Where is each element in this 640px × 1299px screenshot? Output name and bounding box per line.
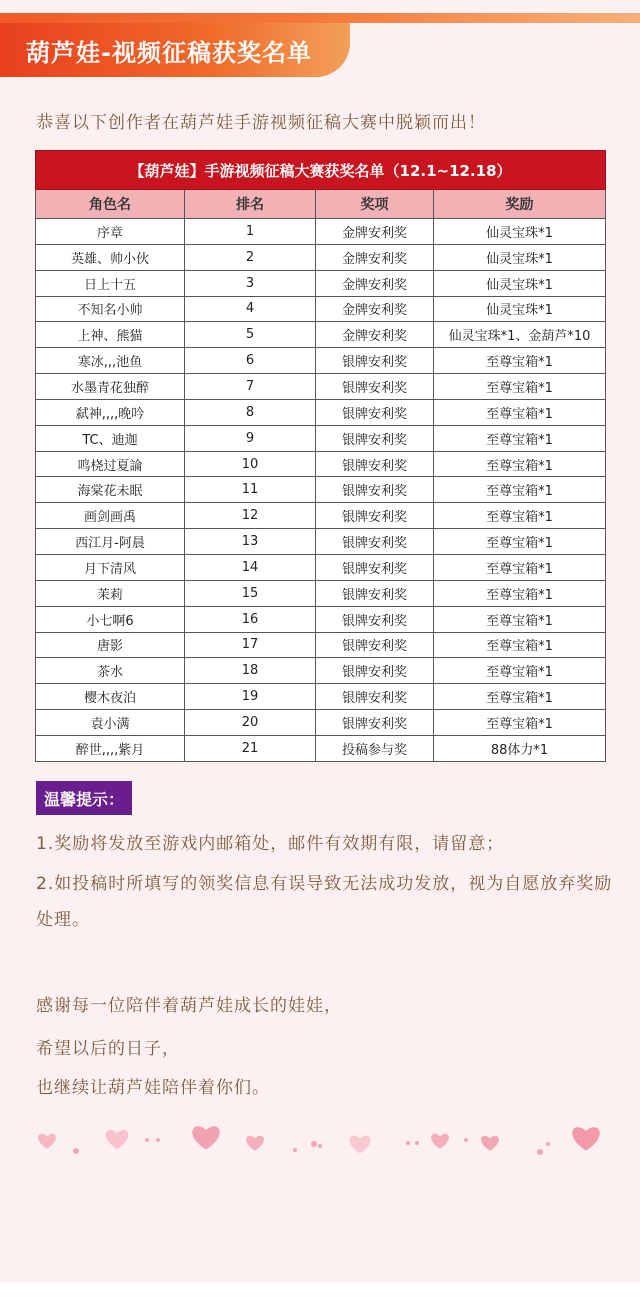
cell-award: 银牌安利奖	[316, 632, 434, 658]
cell-name: 袁小满	[36, 710, 185, 736]
cell-reward: 至尊宝箱*1	[434, 425, 606, 451]
cell-reward: 至尊宝箱*1	[434, 580, 606, 606]
cell-name: 茶水	[36, 658, 185, 684]
dot-decoration	[156, 1138, 160, 1142]
cell-reward: 至尊宝箱*1	[434, 374, 606, 400]
cell-name: 画剑画禹	[36, 503, 185, 529]
table-row	[36, 554, 606, 580]
cell-award: 金牌安利奖	[316, 296, 434, 322]
cell-rank: 16	[185, 606, 316, 632]
table-row	[36, 399, 606, 425]
heart-icon	[106, 1130, 129, 1149]
table-row	[36, 451, 606, 477]
cell-award: 银牌安利奖	[316, 554, 434, 580]
dot-decoration	[464, 1138, 468, 1142]
closing-line-3: 也继续让葫芦娃陪伴着你们。	[36, 1078, 270, 1098]
table-row	[36, 425, 606, 451]
top-accent-bar	[0, 13, 640, 23]
cell-reward: 至尊宝箱*1	[434, 658, 606, 684]
table-row	[36, 477, 606, 503]
cell-name: 英雄、帅小伙	[36, 244, 185, 270]
cell-reward: 至尊宝箱*1	[434, 529, 606, 555]
cell-award: 银牌安利奖	[316, 451, 434, 477]
cell-rank: 1	[185, 219, 316, 245]
cell-award: 银牌安利奖	[316, 503, 434, 529]
cell-name: TC、迪迦	[36, 425, 185, 451]
dot-decoration	[145, 1138, 149, 1142]
dot-decoration	[293, 1148, 297, 1152]
cell-rank: 7	[185, 374, 316, 400]
cell-award: 银牌安利奖	[316, 580, 434, 606]
cell-award: 银牌安利奖	[316, 425, 434, 451]
cell-rank: 4	[185, 296, 316, 322]
cell-rank: 13	[185, 529, 316, 555]
table-row	[36, 658, 606, 684]
title-banner	[0, 23, 350, 77]
dot-decoration	[318, 1144, 322, 1148]
cell-name: 小七啊6	[36, 606, 185, 632]
cell-rank: 14	[185, 554, 316, 580]
dot-decoration	[73, 1148, 79, 1154]
dot-decoration	[546, 1142, 550, 1146]
intro-text: 恭喜以下创作者在葫芦娃手游视频征稿大赛中脱颖而出！	[36, 113, 486, 133]
cell-reward: 至尊宝箱*1	[434, 348, 606, 374]
column-header-rank: 排名	[185, 190, 316, 219]
cell-name: 不知名小帅	[36, 296, 185, 322]
table-row	[36, 374, 606, 400]
cell-name: 水墨青花独醉	[36, 374, 185, 400]
table-row	[36, 503, 606, 529]
heart-icon	[572, 1127, 599, 1150]
column-header-name: 角色名	[36, 190, 185, 219]
cell-name: 弑神,,,,晚吟	[36, 399, 185, 425]
cell-award: 银牌安利奖	[316, 529, 434, 555]
cell-reward: 至尊宝箱*1	[434, 710, 606, 736]
table-row	[36, 244, 606, 270]
table-row	[36, 219, 606, 245]
cell-reward: 至尊宝箱*1	[434, 477, 606, 503]
heart-icon	[481, 1136, 499, 1151]
cell-name: 寒冰,,,池鱼	[36, 348, 185, 374]
cell-reward: 至尊宝箱*1	[434, 684, 606, 710]
cell-award: 金牌安利奖	[316, 219, 434, 245]
table-title: 【葫芦娃】手游视频征稿大赛获奖名单（12.1~12.18）	[36, 151, 606, 190]
cell-reward: 至尊宝箱*1	[434, 399, 606, 425]
cell-rank: 20	[185, 710, 316, 736]
winners-table	[35, 150, 606, 762]
cell-rank: 21	[185, 735, 316, 761]
cell-rank: 15	[185, 580, 316, 606]
cell-award: 银牌安利奖	[316, 477, 434, 503]
table-row	[36, 735, 606, 761]
cell-reward: 仙灵宝珠*1	[434, 296, 606, 322]
cell-reward: 至尊宝箱*1	[434, 606, 606, 632]
table-row	[36, 684, 606, 710]
cell-rank: 6	[185, 348, 316, 374]
cell-award: 银牌安利奖	[316, 374, 434, 400]
hearts-decoration	[0, 1110, 640, 1170]
cell-rank: 5	[185, 322, 316, 348]
cell-rank: 17	[185, 632, 316, 658]
heart-icon	[38, 1134, 56, 1149]
cell-name: 唐影	[36, 632, 185, 658]
cell-award: 银牌安利奖	[316, 348, 434, 374]
page-title: 葫芦娃-视频征稿获奖名单	[26, 38, 312, 67]
cell-name: 醉世,,,,紫月	[36, 735, 185, 761]
cell-reward: 88体力*1	[434, 735, 606, 761]
heart-icon	[349, 1136, 370, 1154]
cell-award: 银牌安利奖	[316, 658, 434, 684]
table-row	[36, 606, 606, 632]
cell-rank: 9	[185, 425, 316, 451]
table-row	[36, 580, 606, 606]
column-header-award: 奖项	[316, 190, 434, 219]
cell-rank: 19	[185, 684, 316, 710]
cell-name: 茉莉	[36, 580, 185, 606]
dot-decoration	[415, 1141, 419, 1145]
cell-name: 上神、熊猫	[36, 322, 185, 348]
cell-award: 银牌安利奖	[316, 710, 434, 736]
closing-line-1: 感谢每一位陪伴着葫芦娃成长的娃娃，	[36, 996, 342, 1016]
dot-decoration	[311, 1141, 317, 1147]
cell-rank: 8	[185, 399, 316, 425]
cell-name: 鸣桡过夏論	[36, 451, 185, 477]
table-row	[36, 348, 606, 374]
table-row	[36, 710, 606, 736]
table-row	[36, 632, 606, 658]
cell-rank: 12	[185, 503, 316, 529]
cell-name: 序章	[36, 219, 185, 245]
cell-award: 金牌安利奖	[316, 322, 434, 348]
cell-rank: 3	[185, 270, 316, 296]
cell-name: 海棠花未眠	[36, 477, 185, 503]
cell-award: 金牌安利奖	[316, 270, 434, 296]
cell-rank: 10	[185, 451, 316, 477]
tip-item-1: 1.奖励将发放至游戏内邮箱处，邮件有效期有限，请留意；	[36, 834, 505, 854]
cell-award: 银牌安利奖	[316, 399, 434, 425]
table-header-row	[36, 190, 606, 219]
cell-name: 月下清风	[36, 554, 185, 580]
table-row	[36, 296, 606, 322]
cell-reward: 至尊宝箱*1	[434, 451, 606, 477]
cell-name: 日上十五	[36, 270, 185, 296]
cell-rank: 18	[185, 658, 316, 684]
heart-icon	[246, 1136, 264, 1151]
dot-decoration	[406, 1141, 410, 1145]
cell-reward: 仙灵宝珠*1、金葫芦*10	[434, 322, 606, 348]
cell-name: 西江月-阿晨	[36, 529, 185, 555]
winners-table-wrap	[35, 150, 605, 762]
table-row	[36, 529, 606, 555]
dot-decoration	[537, 1149, 543, 1155]
table-title-row	[36, 151, 606, 190]
table-row	[36, 270, 606, 296]
cell-reward: 仙灵宝珠*1	[434, 244, 606, 270]
cell-award: 银牌安利奖	[316, 684, 434, 710]
column-header-reward: 奖励	[434, 190, 606, 219]
cell-reward: 至尊宝箱*1	[434, 632, 606, 658]
cell-name: 樱木夜泊	[36, 684, 185, 710]
closing-line-2: 希望以后的日子，	[36, 1039, 180, 1059]
cell-rank: 2	[185, 244, 316, 270]
cell-award: 银牌安利奖	[316, 606, 434, 632]
cell-award: 投稿参与奖	[316, 735, 434, 761]
cell-reward: 仙灵宝珠*1	[434, 219, 606, 245]
cell-reward: 至尊宝箱*1	[434, 554, 606, 580]
cell-rank: 11	[185, 477, 316, 503]
tips-badge: 温馨提示：	[36, 781, 132, 815]
heart-icon	[431, 1134, 449, 1149]
table-body	[36, 219, 606, 762]
cell-award: 金牌安利奖	[316, 244, 434, 270]
table-row	[36, 322, 606, 348]
cell-reward: 至尊宝箱*1	[434, 503, 606, 529]
cell-reward: 仙灵宝珠*1	[434, 270, 606, 296]
tip-item-2: 2.如投稿时所填写的领奖信息有误导致无法成功发放，视为自愿放弃奖励处理。	[36, 874, 613, 930]
heart-icon	[192, 1126, 219, 1149]
